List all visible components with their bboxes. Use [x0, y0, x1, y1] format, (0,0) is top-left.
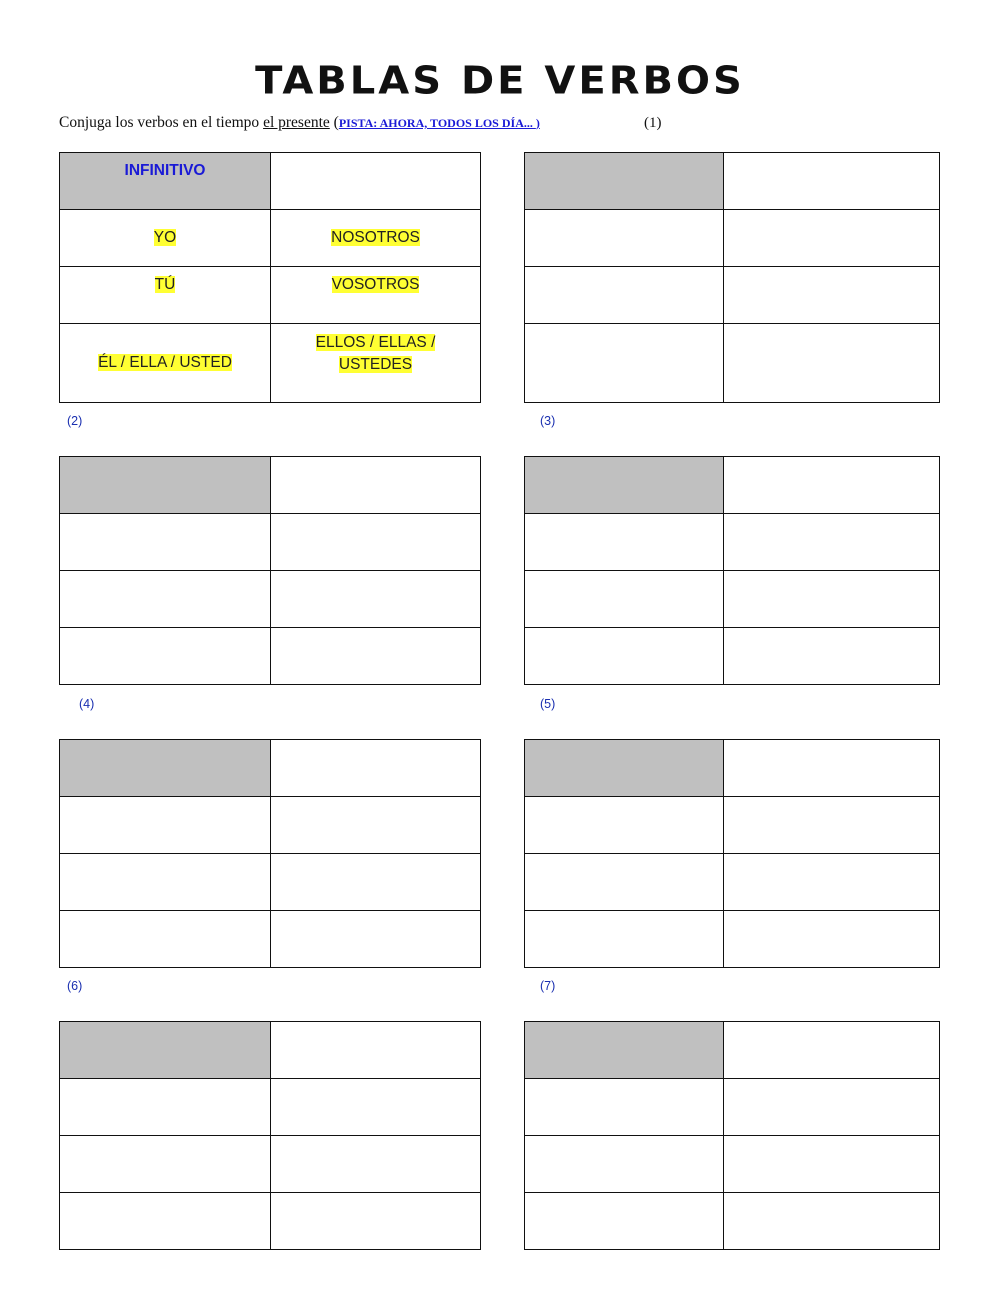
- yo-answer-cell[interactable]: [525, 1079, 724, 1136]
- verb-table-6: [524, 739, 940, 968]
- vosotros-answer-cell[interactable]: [724, 571, 940, 628]
- verb-table-8: [524, 1021, 940, 1250]
- el-answer-cell[interactable]: [525, 324, 724, 403]
- vosotros-answer-cell[interactable]: [271, 571, 481, 628]
- nosotros-answer-cell[interactable]: [724, 210, 940, 267]
- verb-table-3: [59, 456, 481, 685]
- infinitive-label: INFINITIVO: [124, 162, 206, 179]
- table-number-1: (1): [644, 115, 662, 131]
- el-cell: [60, 324, 271, 403]
- nosotros-answer-cell[interactable]: [271, 514, 481, 571]
- el-answer-cell[interactable]: [525, 628, 724, 685]
- infinitive-cell[interactable]: [525, 740, 724, 797]
- el-label: ÉL / ELLA / USTED: [98, 354, 232, 371]
- infinitive-header: [60, 153, 271, 210]
- ellos-answer-cell[interactable]: [271, 628, 481, 685]
- table-label-3: (3): [540, 414, 556, 428]
- yo-label: YO: [153, 229, 177, 246]
- ellos-cell: [271, 324, 481, 403]
- yo-answer-cell[interactable]: [525, 797, 724, 854]
- instructions-close-paren: ): [535, 116, 540, 130]
- ellos-answer-cell[interactable]: [724, 628, 940, 685]
- instructions-hint: PISTA: AHORA, TODOS LOS DÍA...: [338, 116, 536, 130]
- nosotros-answer-cell[interactable]: [271, 797, 481, 854]
- verb-cell[interactable]: [724, 457, 940, 514]
- instructions-prefix: Conjuga los verbos en el tiempo: [59, 114, 264, 131]
- el-answer-cell[interactable]: [60, 1193, 271, 1250]
- tu-answer-cell[interactable]: [60, 1136, 271, 1193]
- vosotros-answer-cell[interactable]: [724, 267, 940, 324]
- yo-cell: [60, 210, 271, 267]
- infinitive-cell[interactable]: [525, 457, 724, 514]
- instructions-tense: el presente: [263, 114, 330, 131]
- tu-answer-cell[interactable]: [525, 854, 724, 911]
- tu-cell: [60, 267, 271, 324]
- vosotros-label: VOSOTROS: [331, 276, 420, 293]
- verb-cell[interactable]: [271, 1022, 481, 1079]
- verb-cell[interactable]: [724, 153, 940, 210]
- tu-label: TÚ: [154, 276, 176, 293]
- verb-cell[interactable]: [724, 740, 940, 797]
- vosotros-answer-cell[interactable]: [271, 854, 481, 911]
- verb-table-7: [59, 1021, 481, 1250]
- vosotros-answer-cell[interactable]: [271, 1136, 481, 1193]
- nosotros-label: NOSOTROS: [331, 229, 420, 246]
- ellos-answer-cell[interactable]: [724, 1193, 940, 1250]
- table-label-5: (5): [540, 697, 556, 711]
- el-answer-cell[interactable]: [525, 1193, 724, 1250]
- infinitive-cell[interactable]: [525, 153, 724, 210]
- vosotros-answer-cell[interactable]: [724, 1136, 940, 1193]
- instructions-open-paren: (: [329, 114, 339, 131]
- tu-answer-cell[interactable]: [525, 1136, 724, 1193]
- infinitive-cell[interactable]: [525, 1022, 724, 1079]
- nosotros-cell: [271, 210, 481, 267]
- infinitive-cell[interactable]: [271, 153, 481, 210]
- yo-answer-cell[interactable]: [525, 210, 724, 267]
- infinitive-cell[interactable]: [60, 457, 271, 514]
- ellos-answer-cell[interactable]: [271, 1193, 481, 1250]
- verb-cell[interactable]: [271, 457, 481, 514]
- nosotros-answer-cell[interactable]: [724, 1079, 940, 1136]
- tu-answer-cell[interactable]: [525, 571, 724, 628]
- verb-cell[interactable]: [271, 740, 481, 797]
- el-answer-cell[interactable]: [60, 628, 271, 685]
- el-answer-cell[interactable]: [525, 911, 724, 968]
- ellos-answer-cell[interactable]: [724, 911, 940, 968]
- nosotros-answer-cell[interactable]: [724, 797, 940, 854]
- infinitive-cell[interactable]: [60, 740, 271, 797]
- tu-answer-cell[interactable]: [525, 267, 724, 324]
- yo-answer-cell[interactable]: [525, 514, 724, 571]
- nosotros-answer-cell[interactable]: [724, 514, 940, 571]
- verb-table-4: [524, 456, 940, 685]
- ellos-label-line1: ELLOS / ELLAS /: [315, 334, 436, 351]
- ellos-label-line2: USTEDES: [338, 356, 413, 373]
- el-answer-cell[interactable]: [60, 911, 271, 968]
- yo-answer-cell[interactable]: [60, 797, 271, 854]
- infinitive-cell[interactable]: [60, 1022, 271, 1079]
- verb-cell[interactable]: [724, 1022, 940, 1079]
- vosotros-cell: [271, 267, 481, 324]
- nosotros-answer-cell[interactable]: [271, 1079, 481, 1136]
- ellos-answer-cell[interactable]: [724, 324, 940, 403]
- verb-table-2: [524, 152, 940, 403]
- table-label-4: (4): [79, 697, 95, 711]
- instructions: [59, 114, 540, 132]
- tu-answer-cell[interactable]: [60, 571, 271, 628]
- yo-answer-cell[interactable]: [60, 1079, 271, 1136]
- verb-table-5: [59, 739, 481, 968]
- yo-answer-cell[interactable]: [60, 514, 271, 571]
- ellos-answer-cell[interactable]: [271, 911, 481, 968]
- verb-table-1: [59, 152, 481, 403]
- tu-answer-cell[interactable]: [60, 854, 271, 911]
- vosotros-answer-cell[interactable]: [724, 854, 940, 911]
- page-title: TABLAS DE VERBOS: [255, 59, 745, 103]
- table-label-7: (7): [540, 979, 556, 993]
- table-label-2: (2): [67, 414, 83, 428]
- table-label-6: (6): [67, 979, 83, 993]
